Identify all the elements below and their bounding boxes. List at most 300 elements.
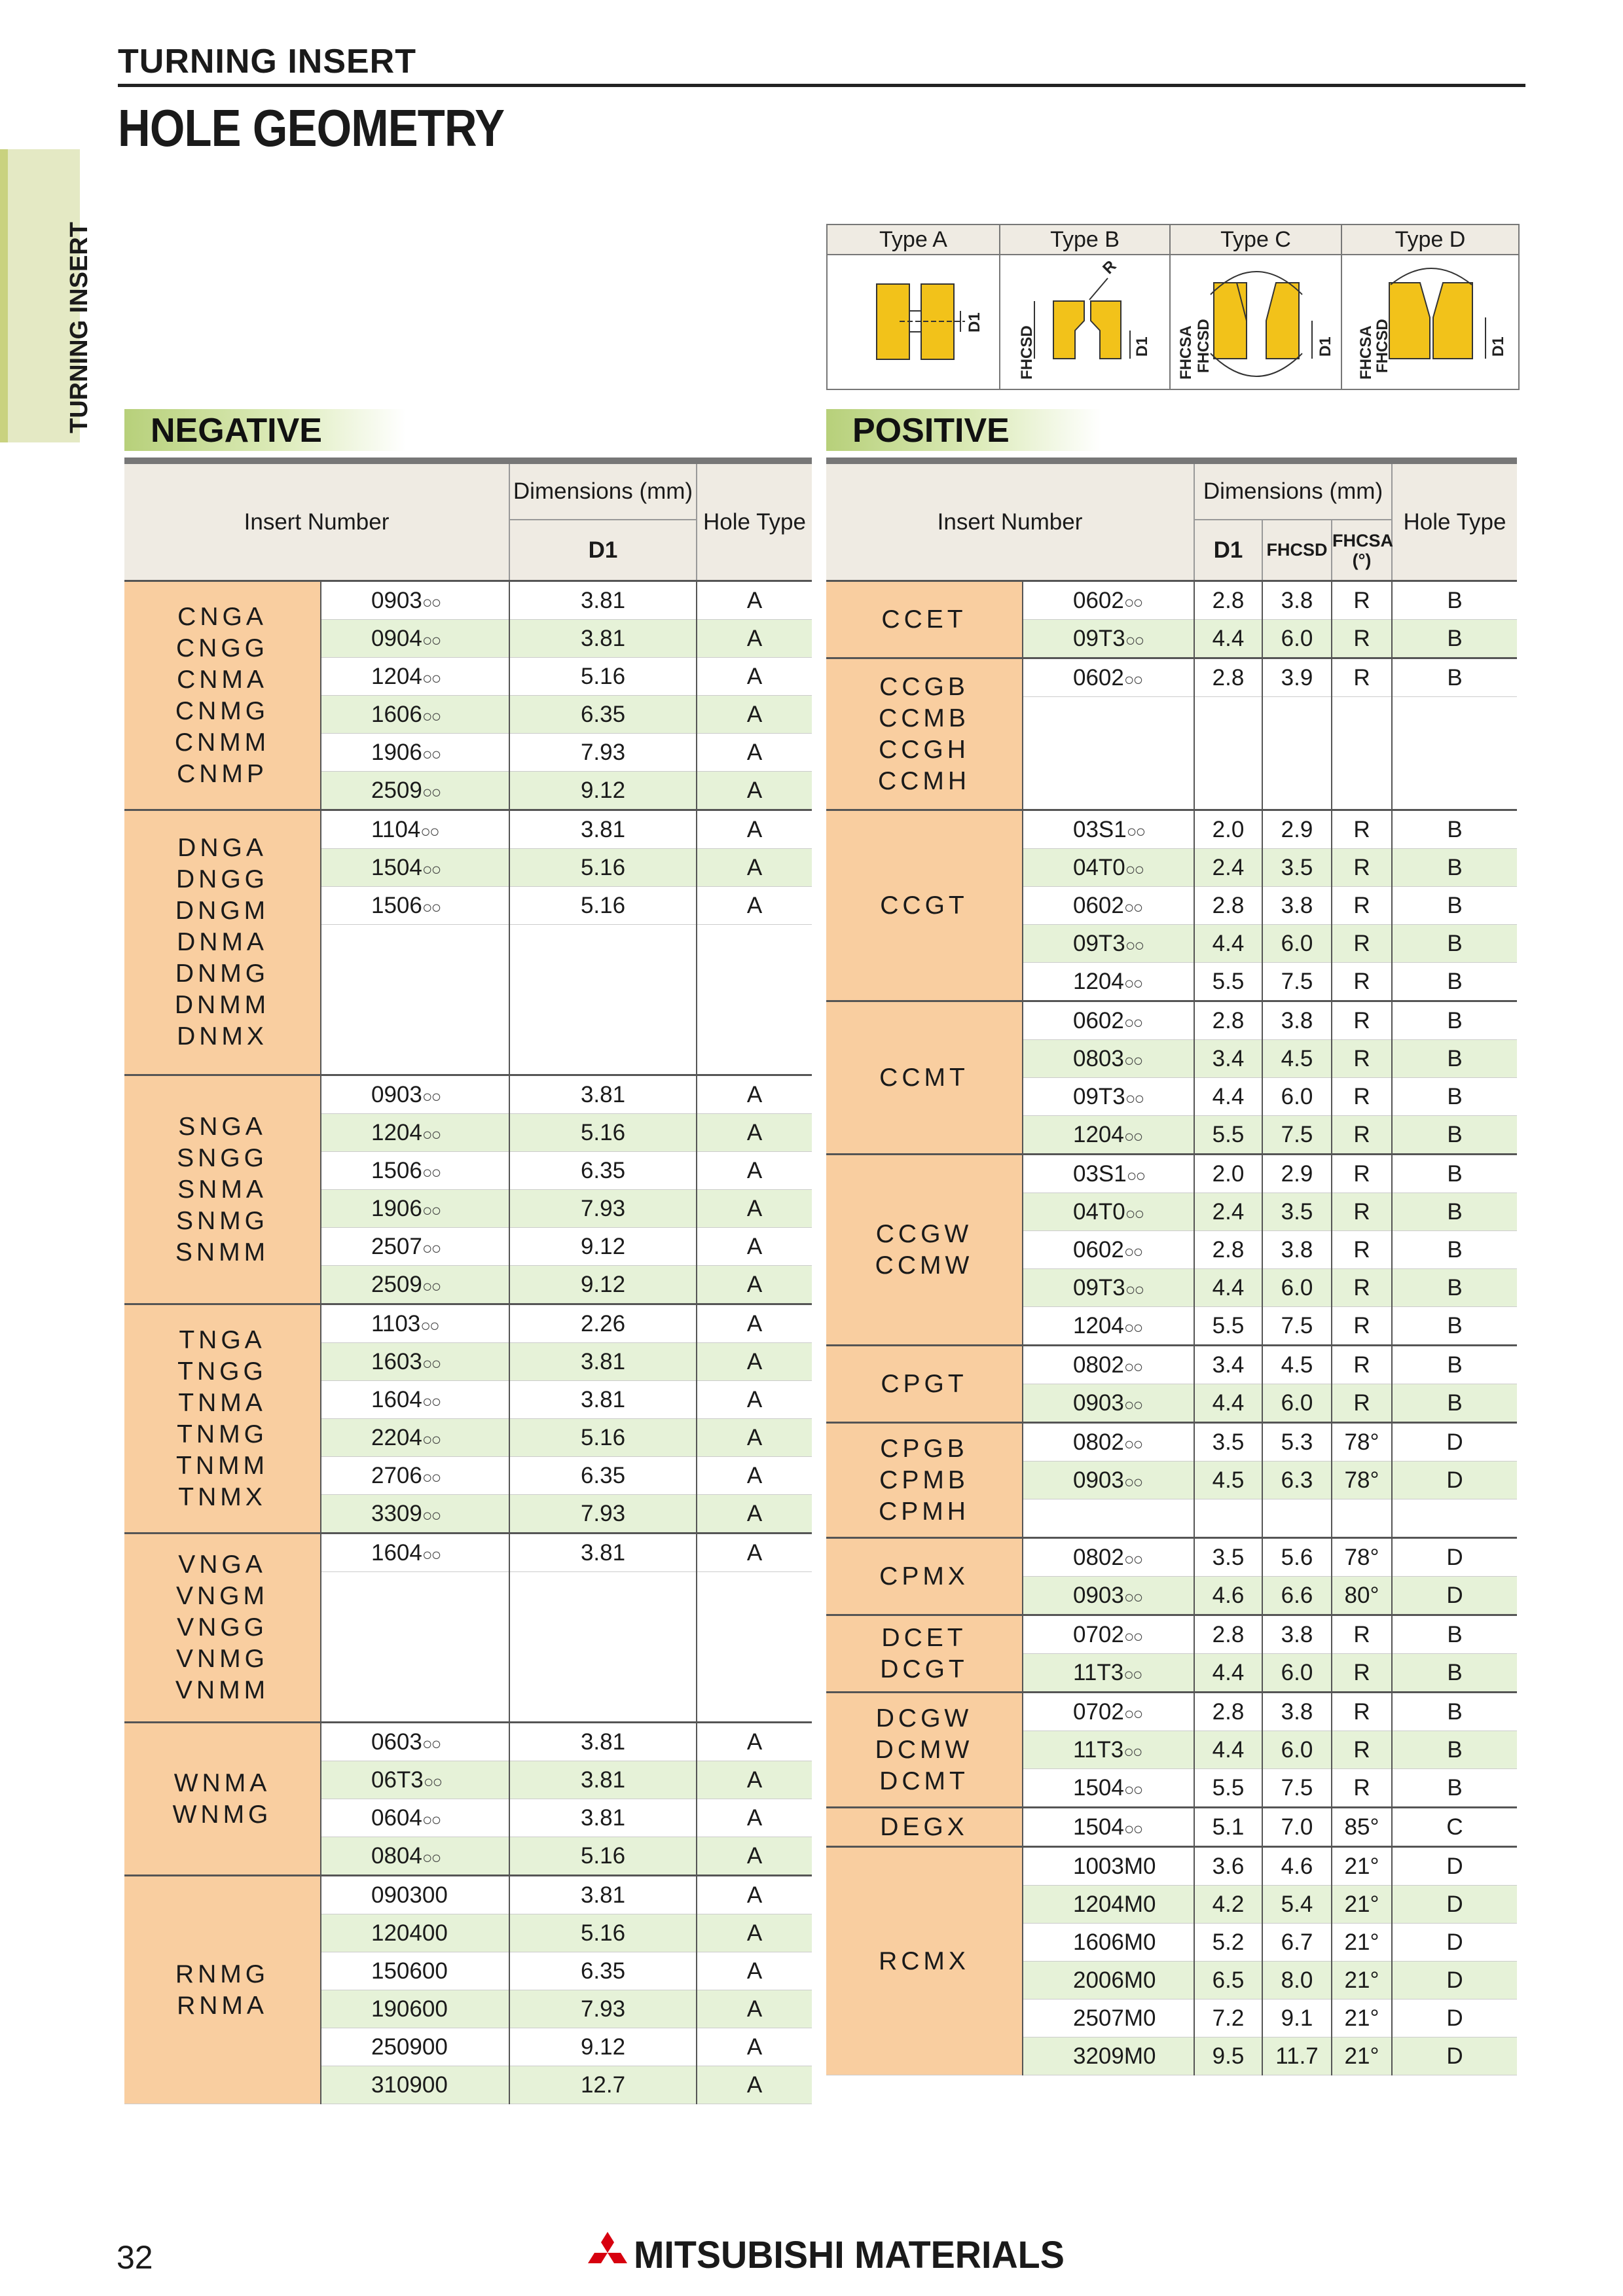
d1-value: 5.2 xyxy=(1194,1924,1262,1962)
d1-value: 2.0 xyxy=(1194,810,1262,849)
insert-size: 2507M0 xyxy=(1023,2000,1194,2037)
fhcsa-value: R xyxy=(1332,963,1392,1001)
hole-type-value: B xyxy=(1392,1693,1517,1731)
placeholder-symbol: ○○ xyxy=(422,1238,441,1258)
insert-size: 1003M0 xyxy=(1023,1847,1194,1886)
insert-series: CPGT xyxy=(826,1346,1023,1423)
d1-label: D1 xyxy=(966,312,983,332)
placeholder-symbol: ○○ xyxy=(1123,1587,1142,1607)
placeholder-symbol: ○○ xyxy=(1125,859,1144,879)
negative-table xyxy=(124,464,812,2104)
insert-series: CCMT xyxy=(826,1001,1023,1155)
hole-type-value: B xyxy=(1392,1615,1517,1654)
table-row xyxy=(826,581,1517,620)
type-d-diagram xyxy=(1357,268,1507,380)
fhcsd-value: 7.5 xyxy=(1262,963,1332,1001)
hole-type-value: A xyxy=(697,1990,812,2028)
d1-value: 5.16 xyxy=(509,1837,697,1876)
insert-size: 03S1○○ xyxy=(1023,1155,1194,1193)
placeholder-symbol: ○○ xyxy=(422,630,441,650)
fhcsd-value: 4.5 xyxy=(1262,1346,1332,1384)
insert-size: 1204○○ xyxy=(321,658,509,696)
insert-size: 1504○○ xyxy=(321,849,509,887)
positive-section-rule xyxy=(826,457,1517,464)
hole-type-value: A xyxy=(697,1837,812,1876)
d1-value: 4.4 xyxy=(1194,1269,1262,1307)
hole-type-value: A xyxy=(697,658,812,696)
insert-size: 0602○○ xyxy=(1023,1231,1194,1269)
hole-type-value: B xyxy=(1392,1731,1517,1769)
d1-value: 4.2 xyxy=(1194,1886,1262,1924)
placeholder-symbol: ○○ xyxy=(1126,1165,1145,1185)
insert-series: DCGW DCMW DCMT xyxy=(826,1693,1023,1808)
hole-type-value: A xyxy=(697,1419,812,1457)
fhcsd-value: 7.5 xyxy=(1262,1307,1332,1346)
placeholder-symbol: ○○ xyxy=(1123,669,1142,689)
fhcsd-value: 6.6 xyxy=(1262,1577,1332,1615)
insert-size: 1504○○ xyxy=(1023,1808,1194,1847)
d1-value: 2.0 xyxy=(1194,1155,1262,1193)
d1-value: 3.81 xyxy=(509,620,697,658)
placeholder-symbol: ○○ xyxy=(422,897,441,917)
insert-size: 2706○○ xyxy=(321,1457,509,1495)
hole-type-legend xyxy=(826,224,1520,390)
hole-type-value: A xyxy=(697,1152,812,1190)
insert-series: CPMX xyxy=(826,1538,1023,1615)
hole-type-value: A xyxy=(697,1495,812,1534)
hole-type-value: B xyxy=(1392,887,1517,925)
placeholder-symbol: ○○ xyxy=(1125,630,1144,650)
fhcsd-value: 3.5 xyxy=(1262,1193,1332,1231)
insert-size: 0903○○ xyxy=(1023,1384,1194,1423)
placeholder-symbol: ○○ xyxy=(422,1847,441,1867)
fhcsa-value: R xyxy=(1332,925,1392,963)
fhcsd-value: 2.9 xyxy=(1262,1155,1332,1193)
fhcsd-value: 6.0 xyxy=(1262,1654,1332,1693)
table-row xyxy=(826,1423,1517,1462)
placeholder-symbol: ○○ xyxy=(422,1353,441,1373)
hole-type-value: B xyxy=(1392,1654,1517,1693)
table-row xyxy=(124,1723,812,1761)
type-a-diagram xyxy=(877,284,983,359)
insert-size: 3309○○ xyxy=(321,1495,509,1534)
d1-value: 9.12 xyxy=(509,1228,697,1266)
d1-value: 5.5 xyxy=(1194,1769,1262,1808)
d1-value: 2.8 xyxy=(1194,887,1262,925)
insert-size: 1906○○ xyxy=(321,734,509,772)
fhcsa-value: R xyxy=(1332,1769,1392,1808)
insert-series: CCGW CCMW xyxy=(826,1155,1023,1346)
insert-size: 2507○○ xyxy=(321,1228,509,1266)
fhcsd-value: 7.0 xyxy=(1262,1808,1332,1847)
insert-series: CNGA CNGG CNMA CNMG CNMM CNMP xyxy=(124,581,321,810)
placeholder-symbol: ○○ xyxy=(420,1315,439,1335)
d1-value: 9.5 xyxy=(1194,2037,1262,2075)
fhcsa-value: R xyxy=(1332,887,1392,925)
d1-value: 4.4 xyxy=(1194,620,1262,658)
fhcsa-value: 80° xyxy=(1332,1577,1392,1615)
fhcsa-value: 21° xyxy=(1332,1886,1392,1924)
insert-size: 1604○○ xyxy=(321,1381,509,1419)
fhcsd-label: FHCSD xyxy=(1018,325,1036,380)
fhcsa-header-unit: (°) xyxy=(1352,550,1372,570)
table-row xyxy=(826,810,1517,849)
d1-value: 6.35 xyxy=(509,696,697,734)
fhcsd-value: 3.9 xyxy=(1262,658,1332,697)
fhcsa-header-label: FHCSA xyxy=(1332,530,1393,550)
hole-type-value: B xyxy=(1392,1116,1517,1155)
hole-type-value: B xyxy=(1392,1155,1517,1193)
table-row xyxy=(826,1538,1517,1577)
d1-value: 4.4 xyxy=(1194,1654,1262,1693)
fhcsa-value: R xyxy=(1332,1231,1392,1269)
fhcsd-value: 6.0 xyxy=(1262,1269,1332,1307)
insert-size: 03S1○○ xyxy=(1023,810,1194,849)
insert-size: 2509○○ xyxy=(321,1266,509,1304)
insert-size: 0802○○ xyxy=(1023,1538,1194,1577)
placeholder-symbol: ○○ xyxy=(422,1086,441,1106)
placeholder-symbol: ○○ xyxy=(1123,1012,1142,1032)
type-a-label: Type A xyxy=(828,225,999,255)
fhcsa-value: R xyxy=(1332,1269,1392,1307)
hole-type-value: A xyxy=(697,1190,812,1228)
placeholder-symbol: ○○ xyxy=(422,1467,441,1487)
insert-size: 190600 xyxy=(321,1990,509,2028)
fhcsa-value: 78° xyxy=(1332,1423,1392,1462)
insert-size: 04T0○○ xyxy=(1023,849,1194,887)
d1-value: 4.4 xyxy=(1194,1384,1262,1423)
fhcsd-value: 6.0 xyxy=(1262,1384,1332,1423)
fhcsa-value: R xyxy=(1332,1731,1392,1769)
insert-size: 1606○○ xyxy=(321,696,509,734)
fhcsd-value: 4.5 xyxy=(1262,1040,1332,1078)
negative-section-title: NEGATIVE xyxy=(124,409,406,451)
placeholder-symbol: ○○ xyxy=(1123,1549,1142,1569)
type-c-diagram xyxy=(1177,272,1334,380)
hole-type-value: A xyxy=(697,1075,812,1114)
d1-value: 4.4 xyxy=(1194,1731,1262,1769)
table-row xyxy=(826,1615,1517,1654)
table-row xyxy=(826,1346,1517,1384)
placeholder-symbol: ○○ xyxy=(1125,1203,1144,1223)
hole-type-value: B xyxy=(1392,1307,1517,1346)
placeholder-symbol: ○○ xyxy=(1123,1818,1142,1839)
placeholder-symbol: ○○ xyxy=(422,1505,441,1525)
hole-type-value: B xyxy=(1392,1193,1517,1231)
fhcsd-value: 3.8 xyxy=(1262,1231,1332,1269)
d1-value: 6.35 xyxy=(509,1152,697,1190)
dimensions-header: Dimensions (mm) xyxy=(509,464,697,520)
d1-value: 3.4 xyxy=(1194,1346,1262,1384)
fhcsa-value: R xyxy=(1332,658,1392,697)
fhcsa-value: R xyxy=(1332,1078,1392,1116)
r-label: R xyxy=(1099,257,1120,278)
side-tab-bar xyxy=(0,149,8,442)
placeholder-symbol: ○○ xyxy=(423,1771,442,1791)
hole-type-value: A xyxy=(697,1723,812,1761)
d1-value: 5.16 xyxy=(509,658,697,696)
fhcsa-value: R xyxy=(1332,849,1392,887)
d1-value: 7.93 xyxy=(509,1990,697,2028)
placeholder-symbol: ○○ xyxy=(422,1809,441,1829)
hole-type-value: D xyxy=(1392,1423,1517,1462)
placeholder-symbol: ○○ xyxy=(1125,935,1144,955)
d1-header: D1 xyxy=(1194,520,1262,581)
fhcsd-value: 3.8 xyxy=(1262,581,1332,620)
insert-size: 0602○○ xyxy=(1023,658,1194,697)
placeholder-symbol: ○○ xyxy=(422,781,441,802)
d1-value: 3.6 xyxy=(1194,1847,1262,1886)
d1-value: 3.81 xyxy=(509,1343,697,1381)
placeholder-symbol: ○○ xyxy=(420,821,439,841)
table-row xyxy=(124,1075,812,1114)
d1-value: 4.6 xyxy=(1194,1577,1262,1615)
insert-series: TNGA TNGG TNMA TNMG TNMM TNMX xyxy=(124,1304,321,1534)
table-row xyxy=(826,1155,1517,1193)
insert-size: 1103○○ xyxy=(321,1304,509,1343)
table-row xyxy=(124,1876,812,1914)
dimensions-header: Dimensions (mm) xyxy=(1194,464,1392,520)
insert-size: 0904○○ xyxy=(321,620,509,658)
insert-size: 2509○○ xyxy=(321,772,509,810)
hole-type-value: A xyxy=(697,1914,812,1952)
d1-value: 3.4 xyxy=(1194,1040,1262,1078)
hole-type-value: A xyxy=(697,1114,812,1152)
placeholder-symbol: ○○ xyxy=(1125,1279,1144,1299)
fhcsd-value: 3.8 xyxy=(1262,1615,1332,1654)
d1-value: 2.8 xyxy=(1194,581,1262,620)
insert-size: 090300 xyxy=(321,1876,509,1914)
hole-type-value: A xyxy=(697,1228,812,1266)
hole-type-value: B xyxy=(1392,1384,1517,1423)
placeholder-symbol: ○○ xyxy=(1123,897,1142,917)
fhcsd-value: 3.8 xyxy=(1262,1693,1332,1731)
fhcsa-value: R xyxy=(1332,1654,1392,1693)
side-tab-label: TURNING INSERT xyxy=(65,222,93,433)
insert-size: 1606M0 xyxy=(1023,1924,1194,1962)
placeholder-symbol: ○○ xyxy=(422,1162,441,1182)
insert-size: 250900 xyxy=(321,2028,509,2066)
fhcsa-value: R xyxy=(1332,1116,1392,1155)
hole-type-value: B xyxy=(1392,1001,1517,1040)
d1-value: 3.81 xyxy=(509,1534,697,1572)
type-b-diagram xyxy=(1018,257,1151,380)
insert-size: 0802○○ xyxy=(1023,1423,1194,1462)
d1-value: 5.1 xyxy=(1194,1808,1262,1847)
fhcsa-value: 78° xyxy=(1332,1462,1392,1499)
fhcsa-value: R xyxy=(1332,620,1392,658)
insert-size: 150600 xyxy=(321,1952,509,1990)
hole-type-value: A xyxy=(697,1343,812,1381)
table-row xyxy=(124,581,812,620)
fhcsa-value: R xyxy=(1332,1346,1392,1384)
fhcsa-value: R xyxy=(1332,1155,1392,1193)
hole-type-value: D xyxy=(1392,1847,1517,1886)
placeholder-symbol: ○○ xyxy=(1123,592,1142,612)
insert-size: 0903○○ xyxy=(1023,1462,1194,1499)
insert-series: WNMA WNMG xyxy=(124,1723,321,1876)
hole-type-value: B xyxy=(1392,925,1517,963)
d1-value: 2.4 xyxy=(1194,849,1262,887)
fhcsa-value: R xyxy=(1332,1693,1392,1731)
insert-size: 0803○○ xyxy=(1023,1040,1194,1078)
fhcsd-value: 4.6 xyxy=(1262,1847,1332,1886)
fhcsd-value: 9.1 xyxy=(1262,2000,1332,2037)
insert-size: 04T0○○ xyxy=(1023,1193,1194,1231)
fhcsa-value: R xyxy=(1332,1307,1392,1346)
placeholder-symbol: ○○ xyxy=(1123,1664,1142,1684)
placeholder-symbol: ○○ xyxy=(422,1544,441,1564)
insert-size: 09T3○○ xyxy=(1023,1078,1194,1116)
d1-value: 4.4 xyxy=(1194,1078,1262,1116)
placeholder-symbol: ○○ xyxy=(422,1276,441,1296)
hole-type-value: A xyxy=(697,1381,812,1419)
page-section-title: TURNING INSERT xyxy=(118,43,416,81)
hole-type-value: A xyxy=(697,620,812,658)
insert-size: 06T3○○ xyxy=(321,1761,509,1799)
insert-size: 1604○○ xyxy=(321,1534,509,1572)
hole-type-value: D xyxy=(1392,1962,1517,2000)
d1-value: 3.5 xyxy=(1194,1538,1262,1577)
hole-type-value: D xyxy=(1392,2037,1517,2075)
fhcsa-value: 21° xyxy=(1332,2037,1392,2075)
placeholder-symbol: ○○ xyxy=(422,1200,441,1220)
d1-value: 2.8 xyxy=(1194,658,1262,697)
hole-type-value: B xyxy=(1392,810,1517,849)
insert-size: 1204M0 xyxy=(1023,1886,1194,1924)
insert-size: 1504○○ xyxy=(1023,1769,1194,1808)
hole-type-value: B xyxy=(1392,963,1517,1001)
d1-value: 12.7 xyxy=(509,2066,697,2104)
table-row xyxy=(826,658,1517,697)
table-row xyxy=(124,810,812,849)
placeholder-symbol: ○○ xyxy=(422,859,441,879)
insert-size: 11T3○○ xyxy=(1023,1654,1194,1693)
insert-size: 1506○○ xyxy=(321,1152,509,1190)
fhcsd-value: 5.4 xyxy=(1262,1886,1332,1924)
d1-value: 5.16 xyxy=(509,1419,697,1457)
insert-series: VNGA VNGM VNGG VNMG VNMM xyxy=(124,1534,321,1723)
placeholder-symbol: ○○ xyxy=(1125,1088,1144,1108)
d1-value: 2.8 xyxy=(1194,1615,1262,1654)
hole-type-value: A xyxy=(697,2066,812,2104)
insert-series: CCET xyxy=(826,581,1023,658)
insert-number-header: Insert Number xyxy=(826,464,1194,581)
d1-value: 3.81 xyxy=(509,1876,697,1914)
fhcsd-label: FHCSD xyxy=(1195,319,1213,373)
d1-value: 3.81 xyxy=(509,1075,697,1114)
d1-label: D1 xyxy=(1489,336,1507,357)
fhcsa-value: 85° xyxy=(1332,1808,1392,1847)
fhcsd-value: 6.0 xyxy=(1262,925,1332,963)
d1-value: 9.12 xyxy=(509,2028,697,2066)
insert-size: 2204○○ xyxy=(321,1419,509,1457)
d1-value: 3.81 xyxy=(509,1723,697,1761)
fhcsa-value: 78° xyxy=(1332,1538,1392,1577)
hole-type-value: D xyxy=(1392,1538,1517,1577)
placeholder-symbol: ○○ xyxy=(1123,1356,1142,1376)
hole-type-value: A xyxy=(697,1304,812,1343)
insert-series: DCET DCGT xyxy=(826,1615,1023,1693)
placeholder-symbol: ○○ xyxy=(422,1391,441,1411)
insert-number-header: Insert Number xyxy=(124,464,509,581)
table-row xyxy=(826,1847,1517,1886)
insert-size: 0802○○ xyxy=(1023,1346,1194,1384)
insert-series: CCGT xyxy=(826,810,1023,1001)
fhcsd-header: FHCSD xyxy=(1262,520,1332,581)
d1-value: 7.93 xyxy=(509,734,697,772)
hole-type-value: A xyxy=(697,1534,812,1572)
positive-section-title: POSITIVE xyxy=(826,409,1101,451)
placeholder-symbol: ○○ xyxy=(1123,1317,1142,1337)
fhcsa-value: R xyxy=(1332,581,1392,620)
d1-value: 6.5 xyxy=(1194,1962,1262,2000)
fhcsa-value: 21° xyxy=(1332,1847,1392,1886)
d1-value: 4.5 xyxy=(1194,1462,1262,1499)
mitsubishi-logo-icon xyxy=(587,2231,629,2269)
placeholder-symbol: ○○ xyxy=(1123,1741,1142,1761)
fhcsa-label: FHCSA xyxy=(1357,325,1375,380)
d1-value: 5.16 xyxy=(509,1914,697,1952)
d1-value: 3.81 xyxy=(509,1381,697,1419)
insert-size: 2006M0 xyxy=(1023,1962,1194,2000)
fhcsd-value: 6.3 xyxy=(1262,1462,1332,1499)
insert-size: 1603○○ xyxy=(321,1343,509,1381)
insert-series: CCGB CCMB CCGH CCMH xyxy=(826,658,1023,810)
hole-type-value: A xyxy=(697,849,812,887)
hole-type-value: B xyxy=(1392,849,1517,887)
d1-value: 5.5 xyxy=(1194,1307,1262,1346)
placeholder-symbol: ○○ xyxy=(422,1124,441,1144)
hole-type-value: D xyxy=(1392,1462,1517,1499)
insert-size: 1204○○ xyxy=(1023,1116,1194,1155)
d1-value: 9.12 xyxy=(509,1266,697,1304)
d1-value: 7.93 xyxy=(509,1495,697,1534)
fhcsa-header xyxy=(1332,520,1392,581)
fhcsa-value: R xyxy=(1332,1193,1392,1231)
placeholder-symbol: ○○ xyxy=(1123,1241,1142,1261)
fhcsd-value: 6.7 xyxy=(1262,1924,1332,1962)
d1-value: 5.5 xyxy=(1194,1116,1262,1155)
placeholder-symbol: ○○ xyxy=(422,1429,441,1449)
d1-value: 2.8 xyxy=(1194,1693,1262,1731)
insert-size: 120400 xyxy=(321,1914,509,1952)
insert-size: 0903○○ xyxy=(321,1075,509,1114)
hole-type-value: A xyxy=(697,1876,812,1914)
d1-value: 5.16 xyxy=(509,1114,697,1152)
d1-value: 3.81 xyxy=(509,1761,697,1799)
hole-type-value: B xyxy=(1392,1040,1517,1078)
hole-type-value: B xyxy=(1392,1769,1517,1808)
insert-series: DNGA DNGG DNGM DNMA DNMG DNMM DNMX xyxy=(124,810,321,1075)
fhcsd-value: 7.5 xyxy=(1262,1769,1332,1808)
insert-size: 3209M0 xyxy=(1023,2037,1194,2075)
table-row xyxy=(124,1304,812,1343)
insert-series: RNMG RNMA xyxy=(124,1876,321,2104)
fhcsa-value: R xyxy=(1332,1384,1392,1423)
hole-type-value: A xyxy=(697,1266,812,1304)
type-b-label: Type B xyxy=(1000,225,1169,255)
placeholder-symbol: ○○ xyxy=(1123,1433,1142,1454)
hole-type-value: A xyxy=(697,772,812,810)
d1-value: 2.8 xyxy=(1194,1001,1262,1040)
hole-type-value: A xyxy=(697,581,812,620)
hole-type-value: A xyxy=(697,810,812,849)
hole-type-value: A xyxy=(697,1761,812,1799)
positive-table xyxy=(826,464,1517,2075)
insert-size: 1104○○ xyxy=(321,810,509,849)
d1-value: 2.26 xyxy=(509,1304,697,1343)
